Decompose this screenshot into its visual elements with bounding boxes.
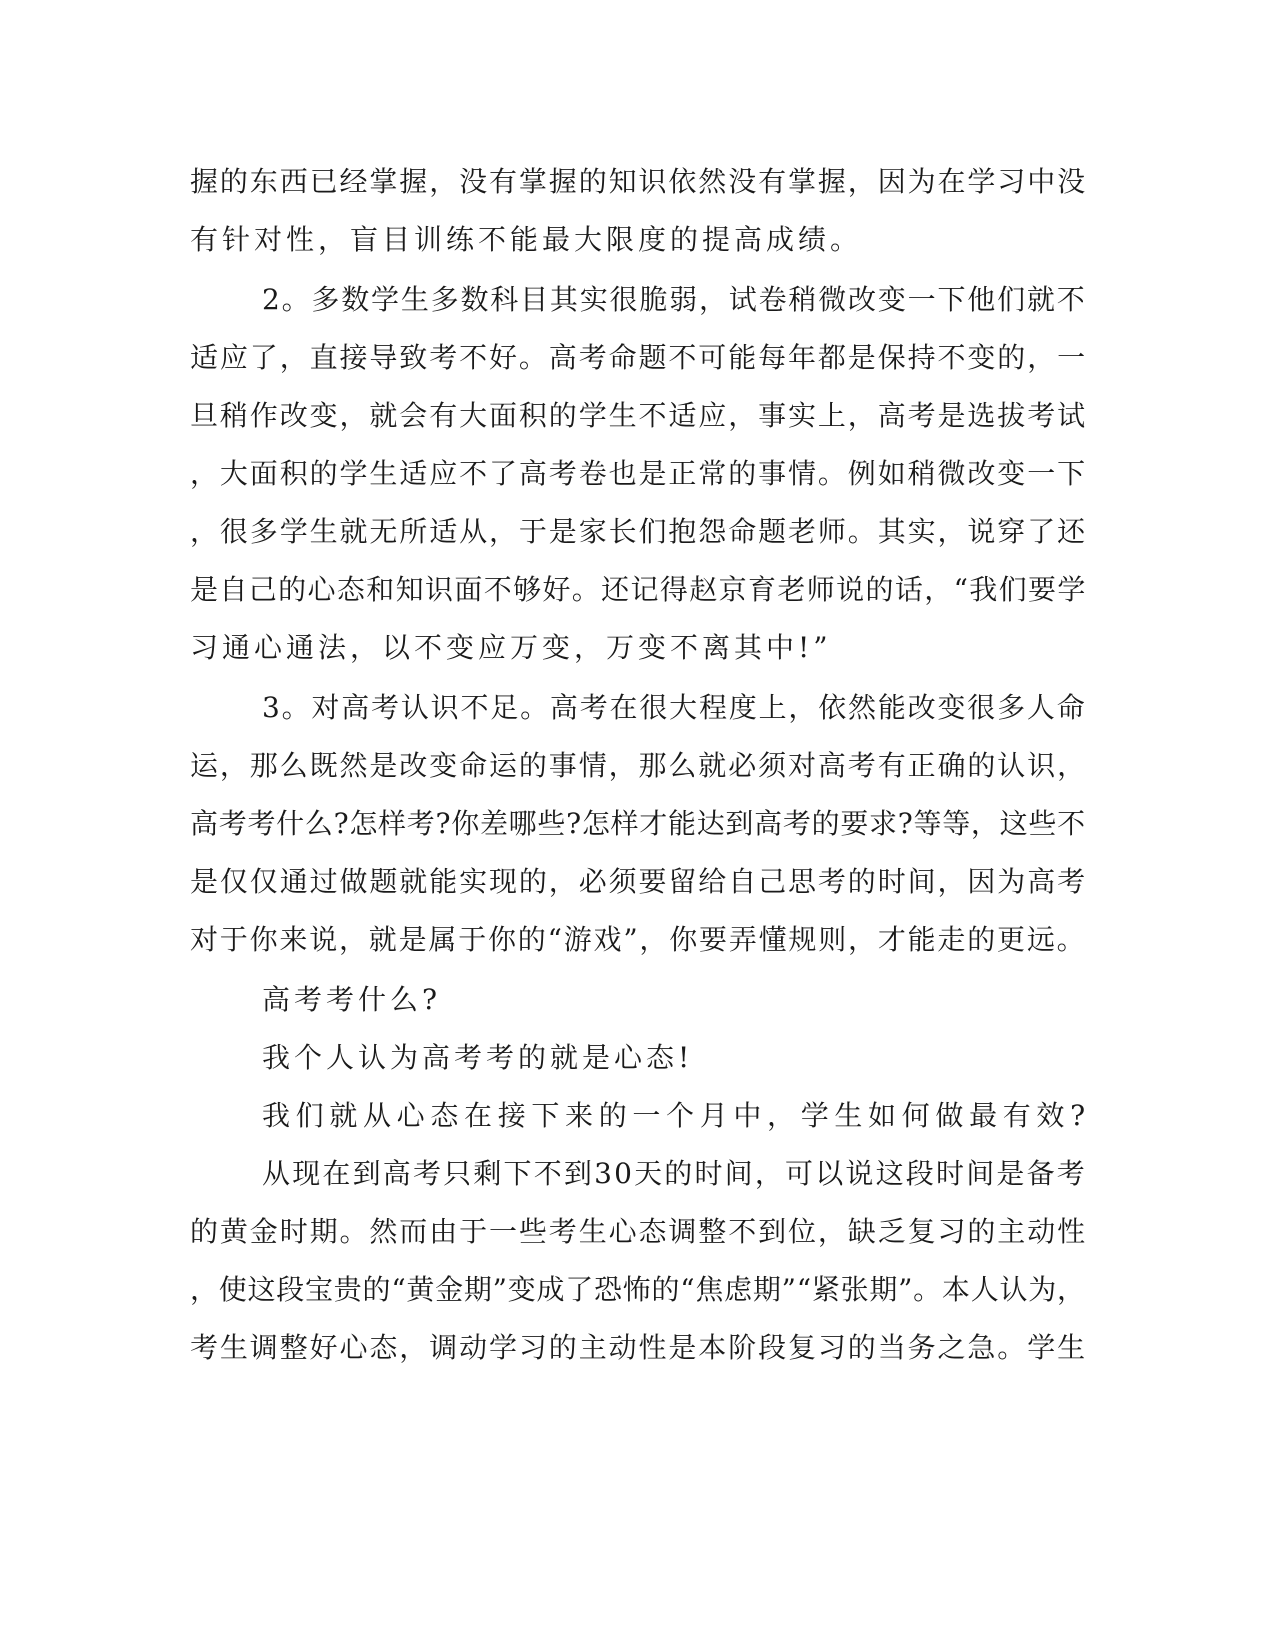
- text-line: 高考考什么?怎样考?你差哪些?怎样才能达到高考的要求?等等，这些不: [190, 807, 1086, 840]
- text-line: ，大面积的学生适应不了高考卷也是正常的事情。例如稍微改变一下: [190, 457, 1088, 490]
- text-line: 的黄金时期。然而由于一些考生心态调整不到位，缺乏复习的主动性: [190, 1215, 1088, 1248]
- text-line: 有针对性，盲目训练不能最大限度的提高成绩。: [190, 223, 863, 256]
- text-line: 3。对高考认识不足。高考在很大程度上，依然能改变很多人命: [262, 691, 1087, 724]
- text-line: 高考考什么?: [262, 983, 442, 1016]
- text-line: ，很多学生就无所适从，于是家长们抱怨命题老师。其实，说穿了还: [190, 515, 1088, 548]
- text-line: 我们就从心态在接下来的一个月中，学生如何做最有效?: [262, 1099, 1091, 1132]
- text-line: 旦稍作改变，就会有大面积的学生不适应，事实上，高考是选拔考试: [190, 399, 1088, 432]
- text-line: 是仅仅通过做题就能实现的，必须要留给自己思考的时间，因为高考: [190, 865, 1088, 898]
- text-line: 是自己的心态和知识面不够好。还记得赵京育老师说的话，“我们要学: [190, 573, 1087, 606]
- text-line: 习通心通法，以不变应万变，万变不离其中!”: [190, 631, 832, 664]
- text-line: ，使这段宝贵的“黄金期”变成了恐怖的“焦虑期”“紧张期”。本人认为，: [190, 1273, 1086, 1306]
- text-line: 2。多数学生多数科目其实很脆弱，试卷稍微改变一下他们就不: [262, 283, 1087, 316]
- text-line: 从现在到高考只剩下不到30天的时间，可以说这段时间是备考: [262, 1157, 1087, 1190]
- text-line: 对于你来说，就是属于你的“游戏”，你要弄懂规则，才能走的更远。: [190, 923, 1087, 956]
- text-line: 我个人认为高考考的就是心态!: [262, 1041, 694, 1074]
- text-line: 运，那么既然是改变命运的事情，那么就必须对高考有正确的认识，: [190, 749, 1088, 782]
- text-line: 考生调整好心态，调动学习的主动性是本阶段复习的当务之急。学生: [190, 1331, 1088, 1364]
- text-line: 握的东西已经掌握，没有掌握的知识依然没有掌握，因为在学习中没: [190, 165, 1088, 198]
- text-line: 适应了，直接导致考不好。高考命题不可能每年都是保持不变的，一: [190, 341, 1088, 374]
